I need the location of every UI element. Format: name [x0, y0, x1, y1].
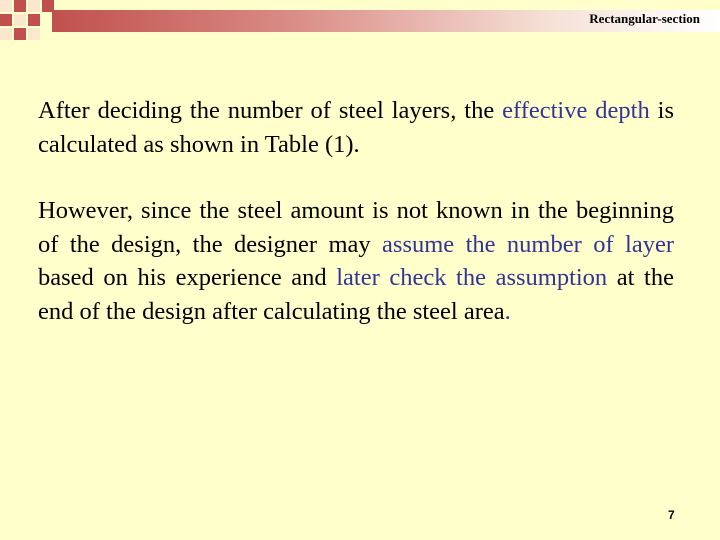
decor-square [28, 0, 40, 12]
paragraph-text: After deciding the number of steel layers, the [38, 97, 503, 124]
decor-square [28, 14, 40, 26]
decor-square [0, 0, 12, 12]
paragraph [38, 94, 674, 161]
highlighted-text: . [504, 297, 511, 325]
paragraph [38, 194, 674, 328]
highlighted-text: assume the number of layer [382, 230, 674, 258]
page-number: 7 [668, 508, 675, 522]
paragraph-text: at the end of the design after calculating the steel area [38, 264, 674, 325]
decor-square [14, 28, 26, 40]
decor-square [28, 28, 40, 40]
paragraph-text: However, since the steel amount is not known in the beginning of the design, the designer may [38, 197, 674, 258]
page-header-title: Rectangular-section [589, 11, 700, 26]
decor-square [0, 28, 12, 40]
highlighted-text: effective depth [502, 97, 650, 124]
decor-square [14, 14, 26, 26]
slide-body [38, 94, 674, 328]
decor-square [14, 0, 26, 12]
paragraph-text: based on his experience and [38, 264, 337, 291]
highlighted-text: later check the assumption [336, 264, 608, 291]
paragraph-text: is calculated as shown in Table (1). [38, 97, 675, 158]
decor-square [0, 14, 12, 26]
